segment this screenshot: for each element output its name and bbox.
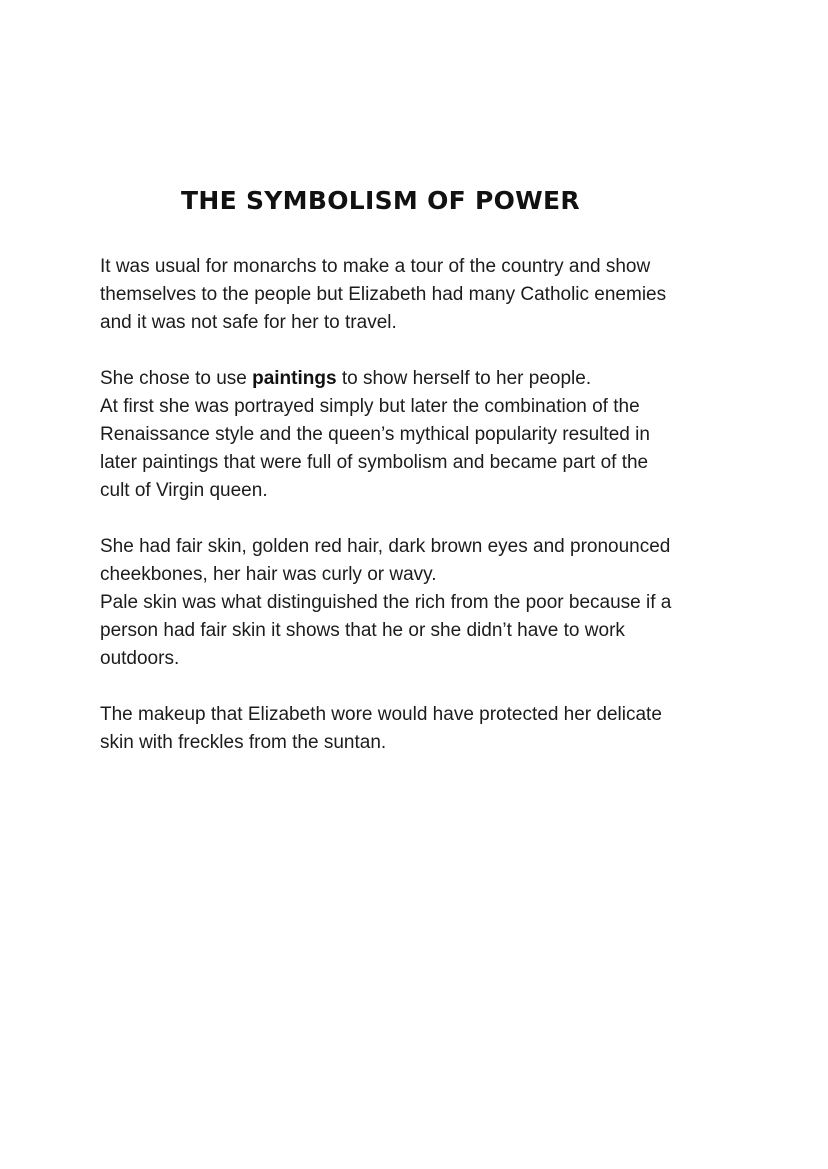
inline-text: to show herself to her people. [336, 368, 592, 389]
paragraph-line: person had fair skin it shows that he or she didn’t have to work [100, 620, 625, 641]
page-title: THE SYMBOLISM OF POWER [181, 186, 580, 215]
paragraph-line: skin with freckles from the suntan. [100, 732, 387, 753]
paragraph-line: later paintings that were full of symbolism and became part of the [100, 452, 649, 473]
document-body [100, 253, 760, 785]
paragraph-travel [100, 253, 760, 337]
paragraph-line: outdoors. [100, 648, 180, 669]
paragraph-line [100, 365, 760, 393]
paragraph-line: and it was not safe for her to travel. [100, 312, 397, 333]
paragraph-line: cult of Virgin queen. [100, 480, 268, 501]
paragraph-line: It was usual for monarchs to make a tour of the country and show [100, 256, 651, 277]
paragraph-line: Pale skin was what distinguished the rich from the poor because if a [100, 592, 672, 613]
paragraph-line: She had fair skin, golden red hair, dark brown eyes and pronounced [100, 536, 671, 557]
paragraph-paintings [100, 365, 760, 505]
inline-text: She chose to use [100, 368, 253, 389]
paragraph-line: cheekbones, her hair was curly or wavy. [100, 564, 437, 585]
paragraph-makeup [100, 701, 760, 757]
bold-keyword: paintings [252, 368, 337, 389]
paragraph-line: themselves to the people but Elizabeth had many Catholic enemies [100, 284, 667, 305]
paragraph-line: Renaissance style and the queen’s mythical popularity resulted in [100, 424, 650, 445]
paragraph-appearance [100, 533, 760, 673]
paragraph-line: The makeup that Elizabeth wore would have protected her delicate [100, 704, 662, 725]
paragraph-line: At first she was portrayed simply but later the combination of the [100, 396, 640, 417]
